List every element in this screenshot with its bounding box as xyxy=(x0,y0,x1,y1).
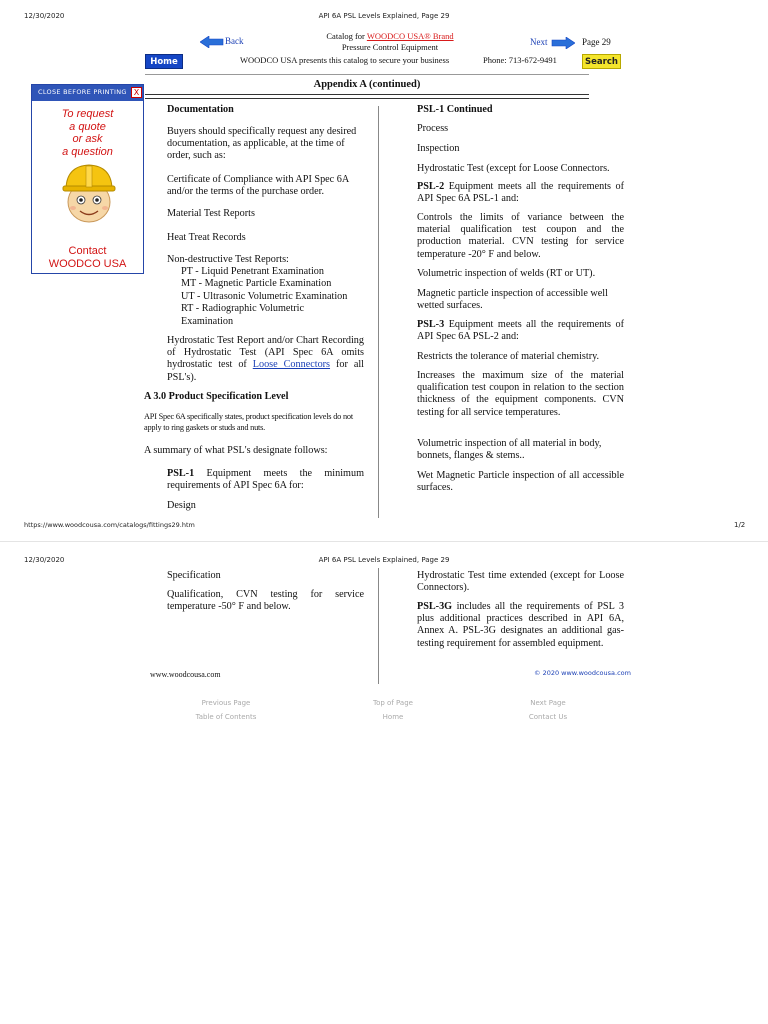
psl1-text: Equipment meets the minimum requirements of API Spec 6A for: xyxy=(167,468,364,492)
brand-link[interactable]: WOODCO USA® Brand xyxy=(366,31,454,41)
print-page-of: 1/2 xyxy=(734,521,746,529)
hydrostatic-report-tail: for all PSL's). xyxy=(167,359,364,383)
print-title-page-2: API 6A PSL Levels Explained, Page 29 xyxy=(318,556,450,564)
ndt-title: Non-destructive Test Reports: xyxy=(167,254,289,265)
banner-text xyxy=(32,108,143,158)
psl1-paragraph xyxy=(167,468,364,492)
section-rule-bottom xyxy=(145,98,589,99)
psl1-label: PSL-1 xyxy=(167,468,195,479)
back-label: Back xyxy=(225,36,244,46)
page-number: Page 29 xyxy=(582,37,611,47)
search-button[interactable]: Search xyxy=(582,54,621,69)
print-date: 12/30/2020 xyxy=(24,12,65,20)
next-page-link[interactable]: Next Page xyxy=(530,699,566,707)
a30-heading: A 3.0 Product Specification Level xyxy=(144,391,289,402)
page-break xyxy=(0,541,768,542)
contact-us-link[interactable]: Contact Us xyxy=(528,713,568,721)
restricts-chemistry: Restricts the tolerance of material chemistry. xyxy=(417,351,600,362)
ndt-item: PT - Liquid Penetrant Examination xyxy=(181,266,324,277)
qualification-item: Qualification, CVN testing for service temperature -50° F and below. xyxy=(167,589,364,613)
banner-contact xyxy=(32,245,143,270)
quote-banner[interactable] xyxy=(31,84,144,274)
hydro-extended: Hydrostatic Test time extended (except for Loose Connectors). xyxy=(417,570,624,594)
psl2-text: Equipment meets all the requirements of API Spec 6A PSL-1 and: xyxy=(417,181,625,205)
section-title: Appendix A (continued) xyxy=(313,79,421,90)
magnetic-wetted: Magnetic particle inspection of accessible well wetted surfaces. xyxy=(417,288,608,312)
increases-coupon: Increases the maximum size of the material qualification test coupon in relation to the section thickness of the equipment components. CVN testing for all service temperatures. xyxy=(417,370,624,418)
certificate-item: Certificate of Compliance with API Spec 6A and/or the terms of the purchase order. xyxy=(167,174,349,198)
close-icon[interactable]: X xyxy=(131,87,142,98)
hydrostatic-test-item: Hydrostatic Test (except for Loose Connectors. xyxy=(417,163,610,174)
psl-summary-intro: A summary of what PSL's designate follows: xyxy=(144,445,328,456)
controls-limits: Controls the limits of variance between the material qualification test coupon and the production material. CVN testing for service temperature -20° F and below. xyxy=(417,212,624,260)
banner-line-4: a question xyxy=(62,145,113,158)
ndt-item: MT - Magnetic Particle Examination xyxy=(181,278,332,289)
wet-magnetic: Wet Magnetic Particle inspection of all accessible surfaces. xyxy=(417,470,624,494)
psl1-continued-heading: PSL-1 Continued xyxy=(417,104,493,115)
loose-connectors-link[interactable]: Loose Connectors xyxy=(252,359,331,371)
banner-line-1: To request xyxy=(61,108,114,120)
banner-line-3: or ask xyxy=(72,133,103,145)
ndt-item-continued: Examination xyxy=(181,316,234,327)
volumetric-all: Volumetric inspection of all material in body, bonnets, flanges & stems.. xyxy=(417,438,602,462)
psl3-paragraph xyxy=(417,319,624,343)
catalog-prefix: Catalog for xyxy=(326,31,365,41)
psl3g-label: PSL-3G xyxy=(417,601,453,612)
psl2-paragraph xyxy=(417,181,624,205)
design-item: Design xyxy=(167,500,196,511)
psl3g-text: includes all the requirements of PSL 3 plus additional practices described in API 6A, Annex A. PSL-3G designates an additional gas-testing requirement for assembled equipment. xyxy=(417,601,625,649)
next-arrow-icon xyxy=(551,37,575,49)
process-item: Process xyxy=(417,123,449,134)
banner-contact-line-2: WOODCO USA xyxy=(48,257,127,270)
table-of-contents-link[interactable]: Table of Contents xyxy=(195,713,257,721)
psl3-text: Equipment meets all the requirements of API Spec 6A PSL-2 and: xyxy=(417,319,625,343)
next-button[interactable] xyxy=(530,36,580,50)
banner-close-bar[interactable] xyxy=(32,85,143,101)
heat-treat-records: Heat Treat Records xyxy=(167,232,246,243)
catalog-header xyxy=(310,31,470,53)
a30-text: API Spec 6A specifically states, product specification levels do not apply to ring gaskets or studs and nuts. xyxy=(144,412,353,432)
column-divider-page-2 xyxy=(378,568,379,684)
print-date-page-2: 12/30/2020 xyxy=(24,556,65,564)
back-button[interactable] xyxy=(200,35,260,49)
phone: Phone: 713-672-9491 xyxy=(483,55,557,65)
home-button[interactable]: Home xyxy=(145,54,183,69)
hard-hat-worker-icon xyxy=(59,162,119,224)
inspection-item: Inspection xyxy=(417,143,460,154)
psl2-label: PSL-2 xyxy=(417,181,445,192)
site-url[interactable]: www.woodcousa.com xyxy=(150,670,221,679)
column-divider xyxy=(378,106,379,518)
header-divider xyxy=(145,74,589,75)
copyright-link[interactable]: © 2020 www.woodcousa.com xyxy=(534,669,631,677)
home-link[interactable]: Home xyxy=(382,713,404,721)
banner-contact-line-1: Contact xyxy=(68,245,107,257)
hydrostatic-report-text: Hydrostatic Test Report and/or Chart Recording of Hydrostatic Test (API Spec 6A omits hydrostatic test of xyxy=(167,335,364,371)
tagline: WOODCO USA presents this catalog to secure your business xyxy=(240,55,450,65)
documentation-heading: Documentation xyxy=(167,104,234,115)
banner-line-2: a quote xyxy=(69,120,106,133)
documentation-intro: Buyers should specifically request any desired documentation, as applicable, at the time of order, such as: xyxy=(167,126,357,162)
ndt-item: RT - Radiographic Volumetric xyxy=(181,303,305,314)
catalog-subtitle: Pressure Control Equipment xyxy=(341,42,439,52)
close-before-printing: CLOSE BEFORE PRINTING xyxy=(38,88,127,96)
volumetric-welds: Volumetric inspection of welds (RT or UT). xyxy=(417,268,596,279)
specification-item: Specification xyxy=(167,570,221,581)
ndt-item: UT - Ultrasonic Volumetric Examination xyxy=(181,291,348,302)
back-arrow-icon xyxy=(200,36,224,48)
psl3-label: PSL-3 xyxy=(417,319,445,330)
next-label: Next xyxy=(530,37,548,47)
print-url: https://www.woodcousa.com/catalogs/fittings29.htm xyxy=(24,521,195,529)
hydrostatic-report xyxy=(167,335,364,384)
section-rule-top xyxy=(145,94,589,95)
psl3g-paragraph xyxy=(417,601,624,650)
print-title: API 6A PSL Levels Explained, Page 29 xyxy=(318,12,450,20)
material-test-reports: Material Test Reports xyxy=(167,208,255,219)
top-of-page-link[interactable]: Top of Page xyxy=(373,699,413,707)
previous-page-link[interactable]: Previous Page xyxy=(201,699,251,707)
